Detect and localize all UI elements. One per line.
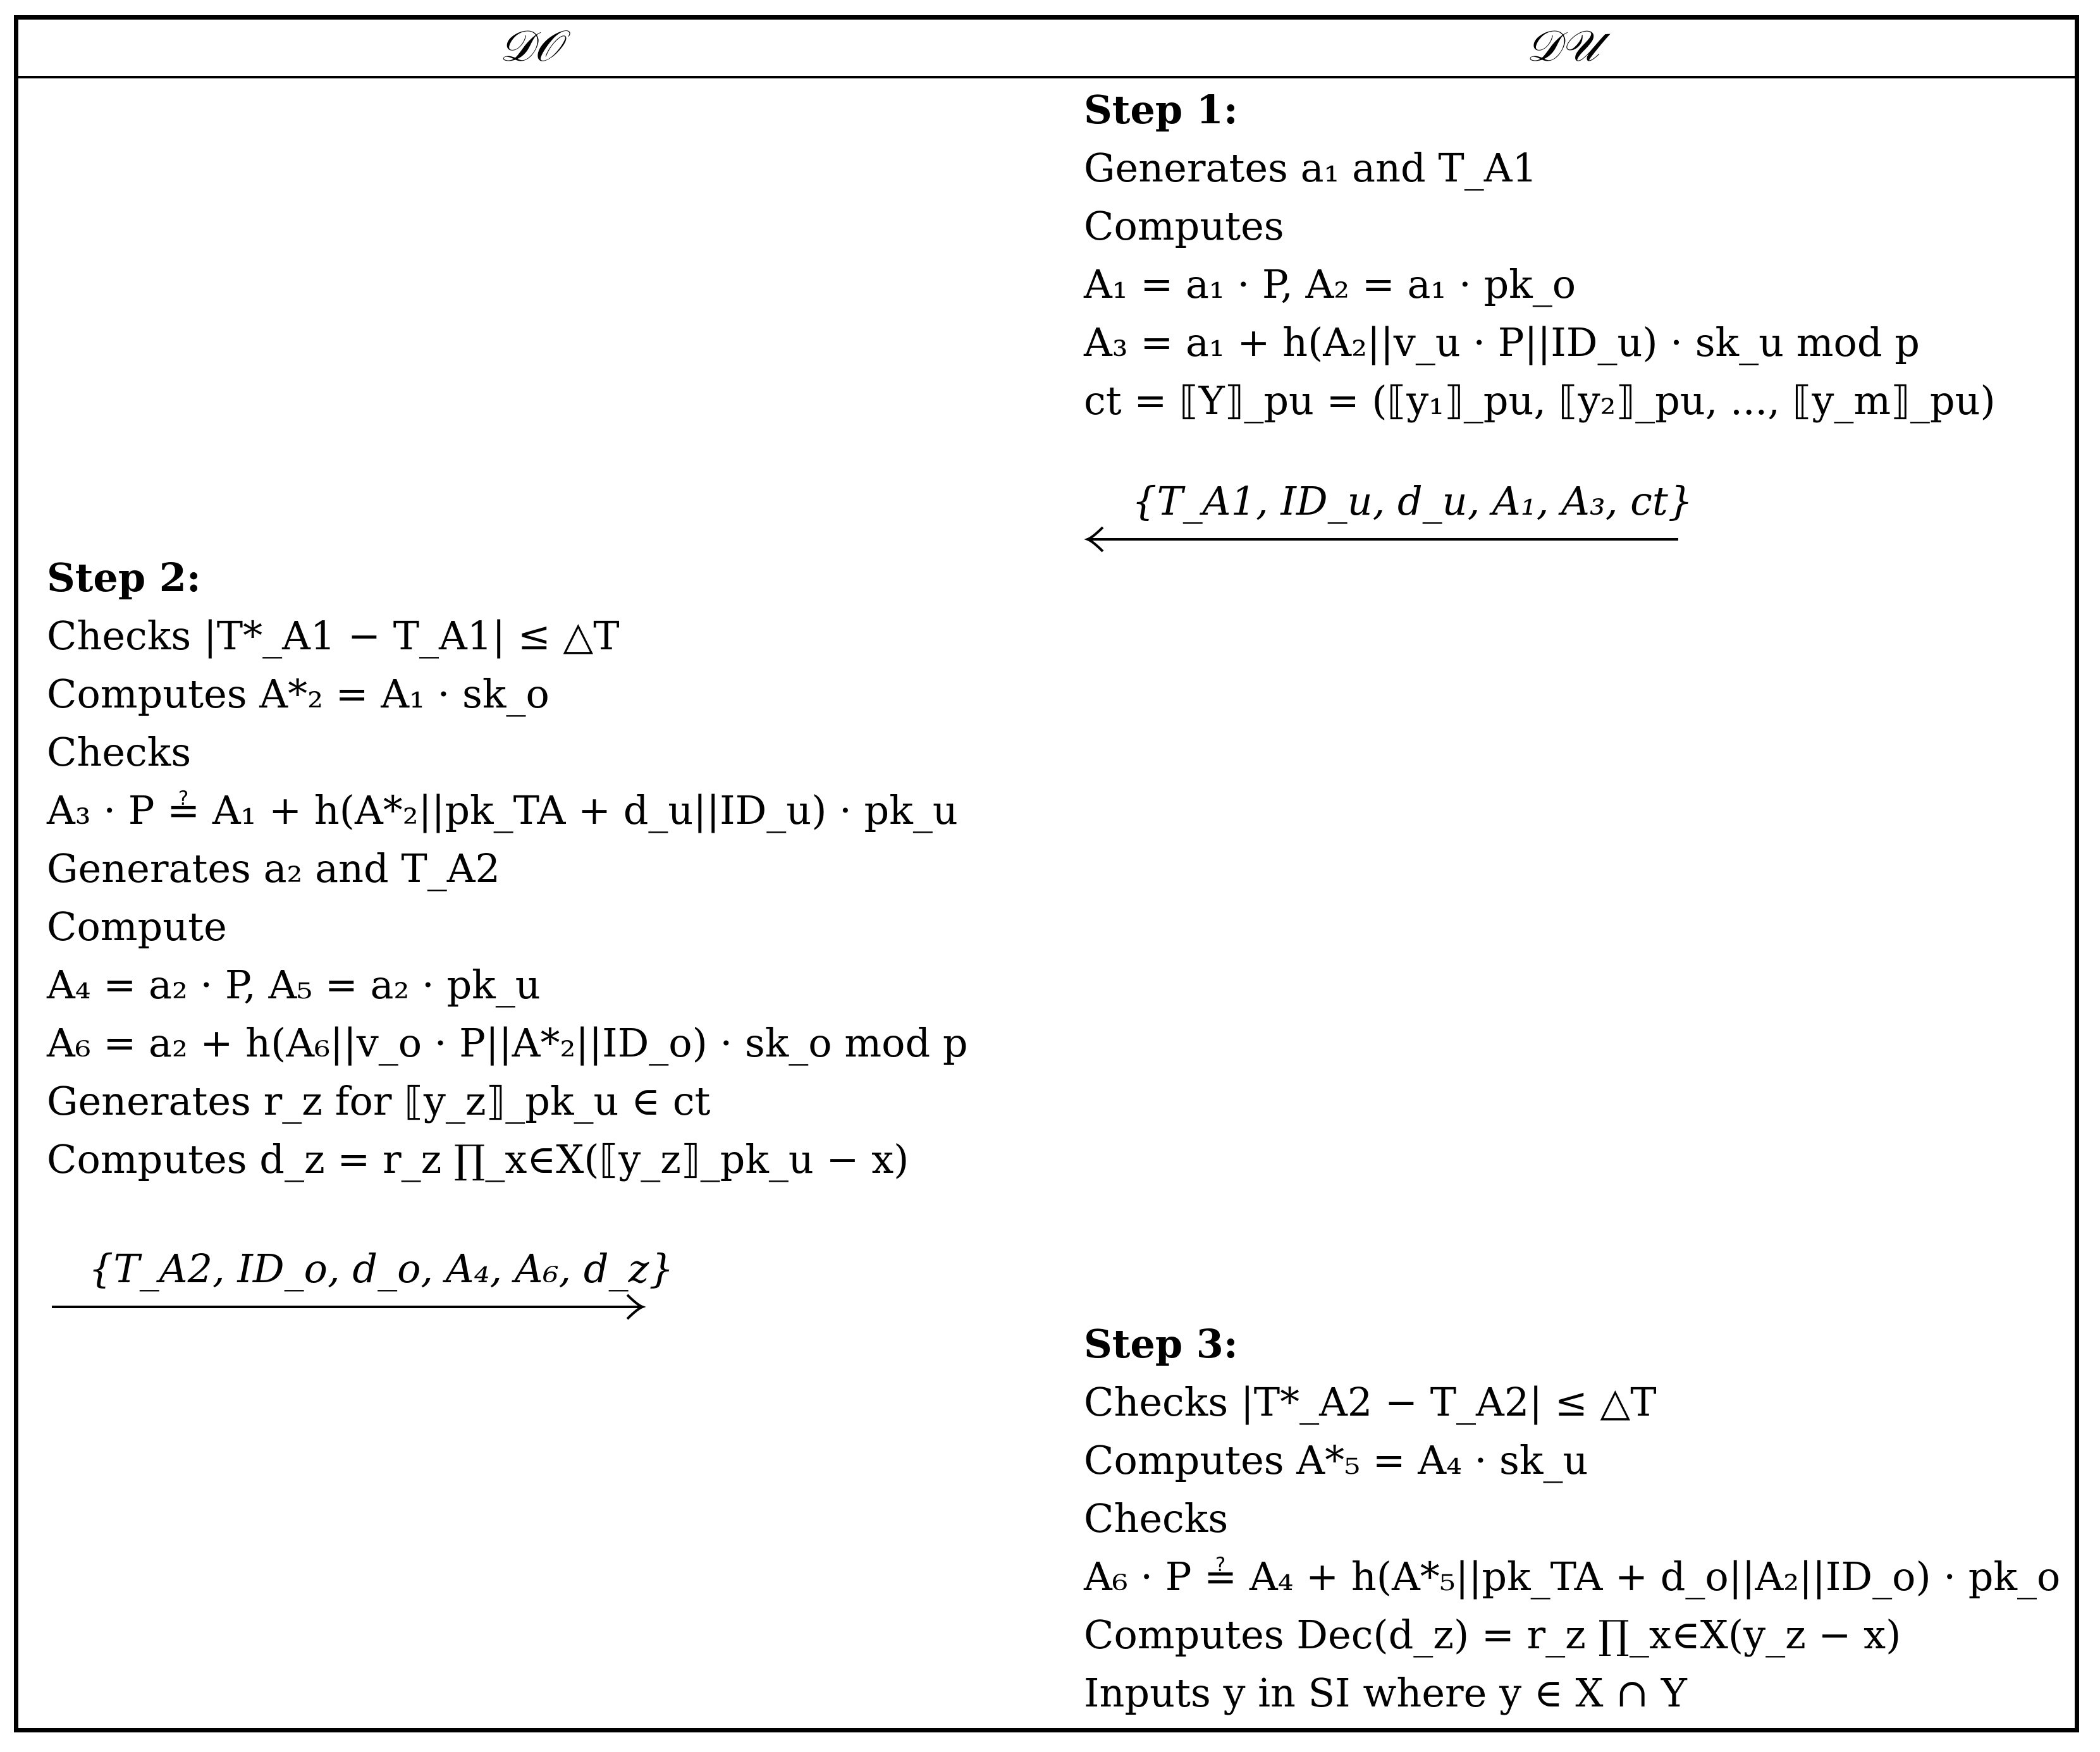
step1-line: Computes [1084,203,1284,249]
step3-title: Step 3: [1084,1321,1238,1367]
message2-label: {T_A2, ID_o, d_o, A₄, A₆, d_z} [89,1246,674,1292]
step2-line: Compute [47,904,227,950]
step2-line: Checks [47,729,192,775]
step2-block [47,549,968,1189]
step2-line: Computes A*₂ = A₁ · sk_o [47,671,550,717]
column-header-du: 𝒟𝒰 [1526,21,1600,71]
step1-line: ct = ⟦Y⟧_pu = (⟦y₁⟧_pu, ⟦y₂⟧_pu, ..., ⟦y_m⟧_pu) [1084,377,1996,424]
step2-line: Generates a₂ and T_A2 [47,845,500,891]
step2-line: A₃ · P ≟ A₁ + h(A*₂||pk_TA + d_u||ID_u) · pk_u [47,787,958,833]
header-divider [14,76,2079,78]
message1-arrow [1084,524,1685,555]
step3-block [1084,1315,2060,1722]
step1-line: A₁ = a₁ · P, A₂ = a₁ · pk_o [1084,261,1576,307]
step1-line: Generates a₁ and T_A1 [1084,145,1537,191]
step2-line: Computes d_z = r_z ∏_x∈X(⟦y_z⟧_pk_u − x) [47,1136,909,1182]
step2-line: A₆ = a₂ + h(A₆||v_o · P||A*₂||ID_o) · sk_o mod p [47,1020,968,1066]
column-header-do: 𝒟𝒪 [499,21,562,71]
message2-arrow [49,1291,650,1323]
step1-line: A₃ = a₁ + h(A₂||v_u · P||ID_u) · sk_u mod p [1084,319,1920,365]
step3-line: Computes A*₅ = A₄ · sk_u [1084,1437,1588,1483]
message1-label: {T_A1, ID_u, d_u, A₁, A₃, ct} [1132,478,1693,524]
step2-title: Step 2: [47,554,201,601]
step2-line: A₄ = a₂ · P, A₅ = a₂ · pk_u [47,962,541,1008]
step2-line: Checks |T*_A1 − T_A1| ≤ △T [47,613,620,659]
step3-line: Inputs y in SI where y ∈ X ∩ Y [1084,1670,1687,1716]
step3-line: Checks [1084,1495,1229,1541]
step1-title: Step 1: [1084,87,1238,133]
step2-line: Generates r_z for ⟦y_z⟧_pk_u ∈ ct [47,1078,711,1124]
step3-line: Checks |T*_A2 − T_A2| ≤ △T [1084,1379,1657,1425]
step3-line: A₆ · P ≟ A₄ + h(A*₅||pk_TA + d_o||A₂||ID_o) · pk_o [1084,1553,2061,1600]
step3-line: Computes Dec(d_z) = r_z ∏_x∈X(y_z − x) [1084,1612,1901,1658]
step1-block [1084,81,1996,430]
